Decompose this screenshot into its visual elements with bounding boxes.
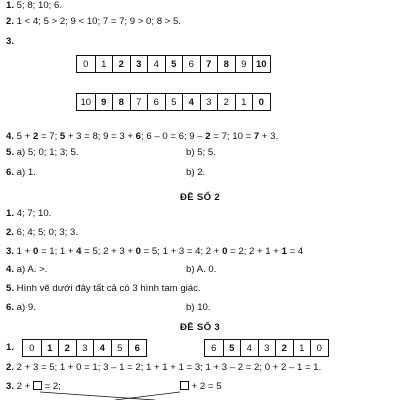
answer-b: b) 5; 5.: [186, 147, 216, 158]
number-cell: 1: [235, 94, 253, 110]
match-line: [115, 392, 180, 400]
item-number: 1.: [6, 342, 15, 353]
number-cell: 10: [80, 96, 92, 108]
expression-text: = 2; 2 + 1 +: [227, 246, 282, 257]
number-cell: 8: [112, 94, 130, 110]
number-cell: 4: [93, 340, 111, 356]
item-number: 1.: [6, 208, 15, 219]
expression-text: = 7;: [38, 131, 60, 142]
number-cell: 6: [211, 342, 217, 354]
number-cell: 5: [165, 94, 183, 110]
number-cell: 5: [165, 56, 183, 72]
number-cell: 4: [147, 56, 165, 72]
expression-text: 1 +: [14, 246, 33, 257]
number-cell: 0: [310, 340, 328, 356]
number-cell: 2: [217, 94, 235, 110]
number-cell: 0: [29, 342, 35, 354]
filled-answer: 7: [253, 131, 260, 142]
item-number: 3.: [6, 36, 15, 47]
expression-text: = 4: [286, 246, 304, 257]
match-line: [40, 392, 155, 400]
number-cell: 8: [217, 56, 235, 72]
number-cell: 1: [41, 340, 59, 356]
number-cell: 2: [112, 56, 130, 72]
filled-answer: 6: [135, 131, 142, 142]
expression-text: + 3 = 8; 9 = 3 +: [65, 131, 136, 142]
expression-text: ; 6 – 0 = 6; 9 –: [141, 131, 206, 142]
expression-text: 5 +: [14, 131, 33, 142]
expression-text: = 1; 1 +: [38, 246, 77, 257]
filled-answer: 0: [222, 246, 228, 257]
expression-text: = 5; 1 + 3 = 4; 2 +: [141, 246, 223, 257]
expression-a-end: = 2;: [41, 381, 61, 392]
number-cell: 1: [293, 340, 311, 356]
filled-answer: 2: [205, 131, 211, 142]
filled-answer: 1: [281, 246, 287, 257]
answer-text: 2 + 3 = 5; 1 + 0 = 1; 3 – 1 = 2; 1 + 1 + 1 = 3; 1 + 3 – 2 = 2; 0 + 2 – 1 = 1.: [14, 362, 322, 373]
expression-text: = 7; 10 =: [210, 131, 254, 142]
item-number: 5.: [6, 283, 15, 294]
answer-text: 5; 8; 10; 6.: [14, 0, 63, 11]
filled-answer: 0: [32, 246, 39, 257]
answer-b: b) 2.: [186, 167, 206, 178]
number-cell: 3: [130, 56, 148, 72]
item-number: 4.: [6, 264, 15, 275]
number-cell: 5: [111, 340, 129, 356]
number-cell: 6: [182, 56, 200, 72]
item-number: 3.: [6, 381, 15, 392]
expression-text: + 3.: [259, 131, 279, 142]
number-cell: 7: [130, 94, 148, 110]
item-number: 4.: [6, 131, 15, 142]
answer-text: 4; 7; 10.: [14, 208, 52, 219]
answer-a: a) A. >.: [14, 264, 48, 275]
item-number: 3.: [6, 246, 15, 257]
answer-a: a) 5; 0; 1; 3; 5.: [14, 147, 79, 158]
number-cell: 2: [58, 340, 76, 356]
number-cell: 3: [200, 94, 218, 110]
number-cell: 5: [223, 340, 241, 356]
filled-answer: 5: [59, 131, 66, 142]
answer-text: 6; 4; 5; 0; 3; 3.: [14, 227, 79, 238]
number-cell: 2: [275, 340, 293, 356]
answer-b: b) A. 0.: [186, 264, 217, 275]
number-cell: 6: [147, 94, 165, 110]
item-number: 5.: [6, 147, 15, 158]
number-cell: 0: [83, 58, 89, 70]
expression-a-start: 2 +: [14, 381, 33, 392]
filled-answer: 2: [32, 131, 39, 142]
answer-b: b) 10.: [186, 302, 211, 313]
number-cell: 10: [252, 56, 270, 72]
number-cell: 9: [95, 94, 113, 110]
number-cell: 3: [258, 340, 276, 356]
item-number: 2.: [6, 16, 15, 27]
number-cell: 3: [76, 340, 94, 356]
number-cell: 4: [182, 94, 200, 110]
answer-text: Hình vẽ dưới đây tất cả có 3 hình tam giác.: [14, 283, 201, 294]
number-cell: 6: [128, 340, 146, 356]
filled-answer: 4: [76, 246, 82, 257]
item-number: 6.: [6, 302, 15, 313]
filled-answer: 0: [135, 246, 141, 257]
number-cell: 1: [95, 56, 113, 72]
number-cell: 4: [240, 340, 258, 356]
section-title-de-so-3: ĐỀ SỐ 3: [180, 322, 220, 333]
section-title-de-so-2: ĐỀ SỐ 2: [180, 192, 220, 203]
number-cell: 0: [252, 94, 270, 110]
answer-a: a) 9.: [14, 302, 36, 313]
item-number: 2.: [6, 227, 15, 238]
answer-text: 1 < 4; 5 > 2; 9 < 10; 7 = 7; 9 > 0; 8 > 5.: [14, 16, 181, 27]
item-number: 1.: [6, 0, 15, 11]
item-number: 2.: [6, 362, 15, 373]
number-cell: 9: [235, 56, 253, 72]
answer-a: a) 1.: [14, 167, 36, 178]
item-number: 6.: [6, 167, 15, 178]
expression-b-end: + 2 = 5: [189, 381, 222, 392]
number-cell: 7: [200, 56, 218, 72]
expression-text: = 5; 2 + 3 +: [81, 246, 136, 257]
